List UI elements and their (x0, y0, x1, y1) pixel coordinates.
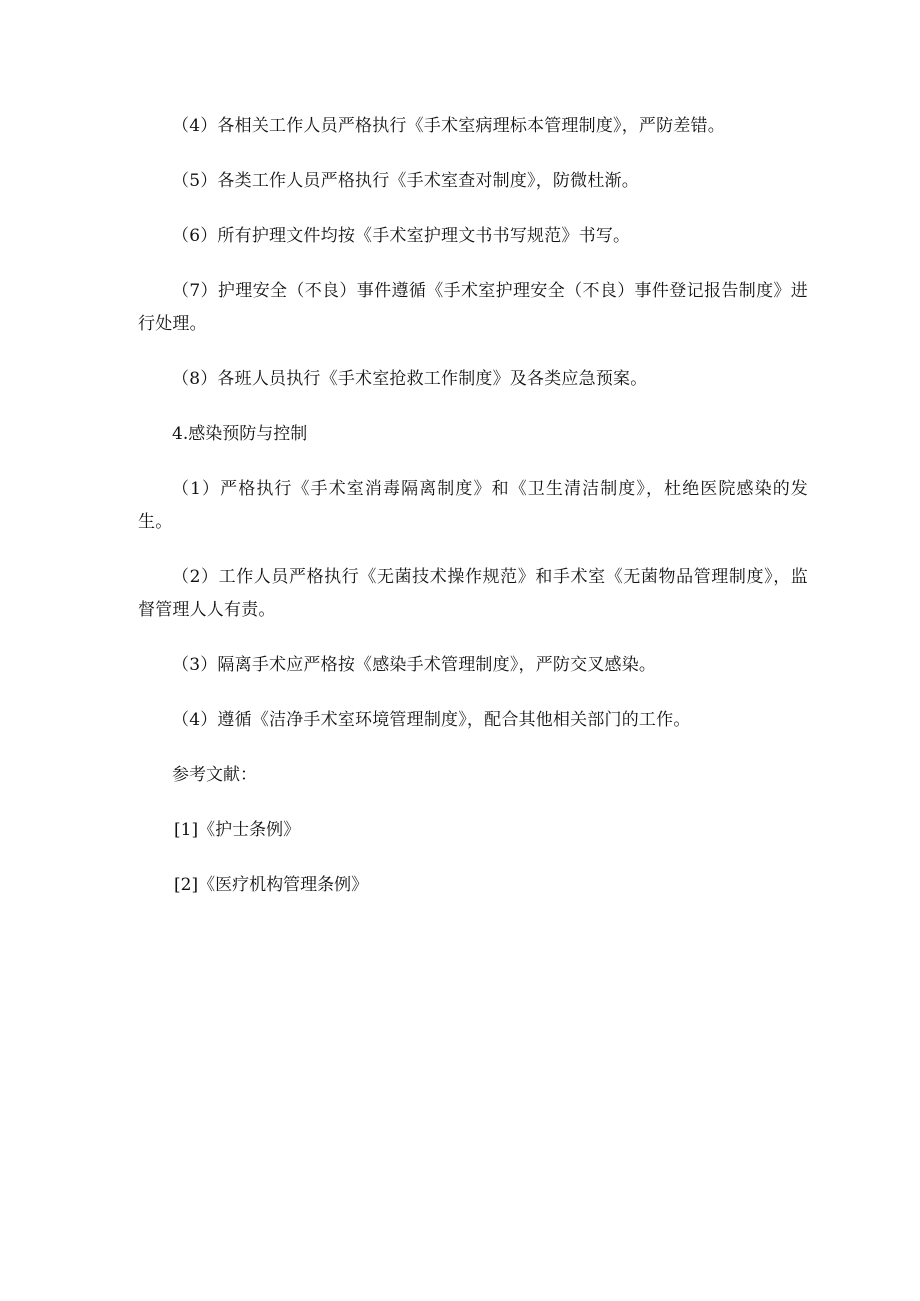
paragraph: （6）所有护理文件均按《手术室护理文书书写规范》书写。 (172, 226, 631, 246)
section-heading: 4.感染预防与控制 (172, 424, 308, 444)
paragraph: （4）遵循《洁净手术室环境管理制度》，配合其他相关部门的工作。 (172, 710, 691, 730)
reference-item: [2]《医疗机构管理条例》 (174, 875, 369, 895)
document-body (138, 110, 808, 902)
paragraph: （7）护理安全（不良）事件遵循《手术室护理安全（不良）事件登记报告制度》进行处理。 (138, 281, 808, 334)
paragraph: （3）隔离手术应严格按《感染手术管理制度》，严防交叉感染。 (172, 655, 657, 675)
references-title: 参考文献： (172, 765, 257, 785)
paragraph: （4）各相关工作人员严格执行《手术室病理标本管理制度》，严防差错。 (172, 116, 725, 136)
reference-item: [1]《护士条例》 (174, 820, 301, 840)
paragraph: （2）工作人员严格执行《无菌技术操作规范》和手术室《无菌物品管理制度》，监督管理人人有责。 (138, 567, 808, 620)
paragraph: （5）各类工作人员严格执行《手术室查对制度》，防微杜渐。 (172, 171, 639, 191)
paragraph: （1）严格执行《手术室消毒隔离制度》和《卫生清洁制度》，杜绝医院感染的发生。 (138, 479, 808, 532)
paragraph: （8）各班人员执行《手术室抢救工作制度》及各类应急预案。 (172, 369, 648, 389)
